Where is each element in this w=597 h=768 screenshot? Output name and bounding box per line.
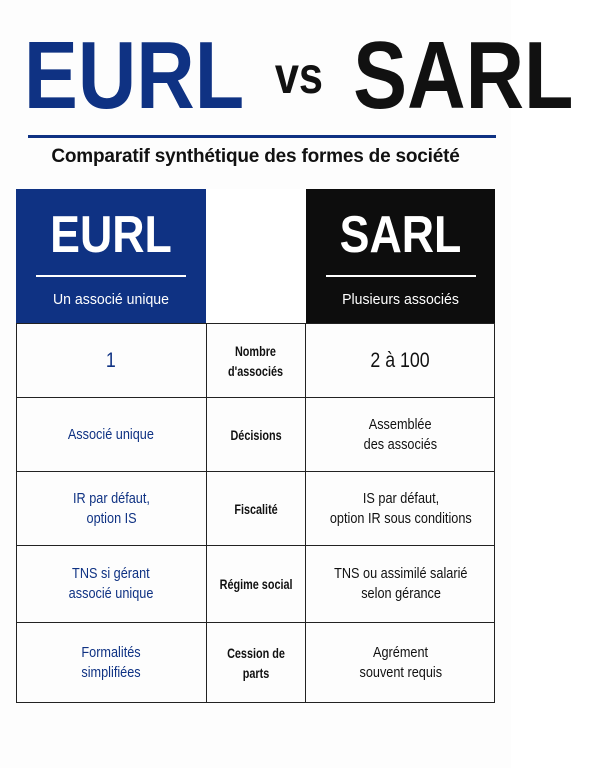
cell-line: option IR sous conditions bbox=[329, 509, 472, 527]
eurl-cell bbox=[16, 546, 206, 622]
cell-line: Formalités bbox=[81, 644, 141, 661]
cell-line: Assemblée bbox=[369, 415, 432, 433]
cell-line: Agrément bbox=[372, 644, 429, 661]
eurl-header-divider bbox=[36, 275, 186, 277]
table-row bbox=[16, 323, 495, 397]
cell-line: selon gérance bbox=[360, 585, 441, 602]
criteria-column-header bbox=[206, 189, 306, 323]
cell-line: IS par défaut, bbox=[362, 489, 439, 507]
cell-line: 2 à 100 bbox=[370, 348, 431, 372]
sarl-column-header bbox=[306, 189, 495, 323]
title-sarl: SARL bbox=[353, 22, 574, 129]
criterion-cell bbox=[206, 546, 306, 622]
page-subtitle: Comparatif synthétique des formes de société bbox=[51, 146, 460, 167]
criterion-cell bbox=[206, 472, 306, 545]
criterion-cell bbox=[206, 324, 306, 397]
cell-line: associé unique bbox=[68, 585, 154, 602]
cell-line: 1 bbox=[106, 348, 116, 372]
sarl-header-name: SARL bbox=[339, 206, 462, 264]
eurl-cell bbox=[16, 472, 206, 545]
eurl-cell bbox=[16, 623, 206, 703]
sarl-header-description: Plusieurs associés bbox=[342, 291, 459, 308]
page-title bbox=[0, 22, 574, 129]
cell-line: Cession de parts bbox=[227, 645, 285, 681]
eurl-cell bbox=[16, 324, 206, 397]
cell-line: Associé unique bbox=[67, 425, 155, 443]
sarl-cell bbox=[306, 324, 495, 397]
cell-line: Décisions bbox=[230, 426, 282, 443]
cell-line: IR par défaut, bbox=[72, 489, 150, 507]
table-row bbox=[16, 545, 495, 622]
table-row bbox=[16, 471, 495, 545]
title-eurl: EURL bbox=[23, 22, 245, 129]
eurl-header-description: Un associé unique bbox=[52, 291, 170, 308]
cell-line: TNS ou assimilé salarié bbox=[333, 565, 468, 582]
cell-line: Nombre bbox=[235, 342, 277, 359]
cell-line: des associés bbox=[363, 435, 438, 453]
cell-line: option IS bbox=[85, 509, 137, 527]
eurl-cell bbox=[16, 398, 206, 471]
table-row bbox=[16, 397, 495, 471]
sarl-cell bbox=[306, 398, 495, 471]
sarl-header-divider bbox=[326, 275, 476, 277]
sarl-cell bbox=[306, 546, 495, 622]
title-vs: vs bbox=[274, 47, 323, 105]
cell-line: Fiscalité bbox=[234, 500, 278, 517]
cell-line: TNS si gérant bbox=[72, 565, 150, 582]
cell-line: simplifiées bbox=[81, 664, 141, 681]
sarl-cell bbox=[306, 623, 495, 703]
eurl-header-name: EURL bbox=[50, 206, 172, 264]
criterion-cell bbox=[206, 398, 306, 471]
criterion-cell bbox=[206, 623, 306, 703]
eurl-column-header bbox=[16, 189, 206, 323]
table-row bbox=[16, 622, 495, 703]
sarl-cell bbox=[306, 472, 495, 545]
cell-line: Régime social bbox=[219, 576, 293, 592]
title-divider bbox=[28, 135, 496, 138]
cell-line: souvent requis bbox=[359, 664, 442, 681]
cell-line: d'associés bbox=[228, 362, 284, 379]
